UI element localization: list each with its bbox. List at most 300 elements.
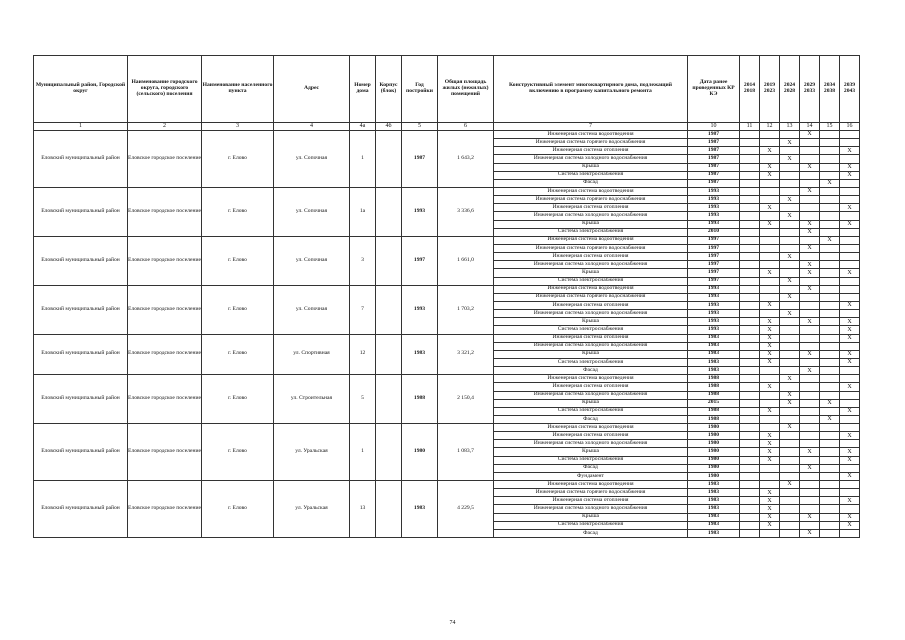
column-number: 15 xyxy=(820,123,840,131)
period-mark-cell xyxy=(780,285,800,293)
period-mark-cell: X xyxy=(760,342,780,350)
period-mark-cell xyxy=(780,497,800,505)
settlement-cell: Еловское городское поселение xyxy=(128,131,202,188)
element-name-cell: Фасад xyxy=(494,529,688,537)
settlement-cell: Еловское городское поселение xyxy=(128,187,202,236)
build-year-cell: 1988 xyxy=(402,375,438,424)
period-mark-cell xyxy=(820,228,840,236)
repair-date-cell: 1988 xyxy=(688,383,740,391)
period-mark-cell: X xyxy=(780,375,800,383)
element-name-cell: Инженерная система холодного водоснабжения xyxy=(494,391,688,399)
period-mark-cell xyxy=(780,367,800,375)
period-mark-cell: X xyxy=(760,269,780,277)
period-mark-cell: X xyxy=(840,163,860,171)
locality-cell: г. Елово xyxy=(202,187,274,236)
period-mark-cell xyxy=(780,204,800,212)
period-mark-cell xyxy=(800,147,820,155)
period-mark-cell: X xyxy=(800,228,820,236)
period-mark-cell xyxy=(820,342,840,350)
element-name-cell: Инженерная система холодного водоснабжения xyxy=(494,155,688,163)
element-name-cell: Крыша xyxy=(494,448,688,456)
street-cell: ул. Уральская xyxy=(274,424,350,481)
element-name-cell: Инженерная система холодного водоснабжения xyxy=(494,505,688,513)
repair-date-cell: 1980 xyxy=(688,448,740,456)
period-mark-cell xyxy=(740,147,760,155)
period-mark-cell xyxy=(820,277,840,285)
period-mark-cell xyxy=(820,358,840,366)
period-mark-cell xyxy=(780,513,800,521)
period-mark-cell: X xyxy=(800,163,820,171)
block-cell xyxy=(376,236,402,285)
period-mark-cell: X xyxy=(780,424,800,432)
column-header: Дата ранее проведенных КР КЭ xyxy=(688,56,740,123)
period-mark-cell xyxy=(820,456,840,464)
period-mark-cell xyxy=(780,521,800,529)
period-mark-cell: X xyxy=(780,139,800,147)
period-mark-cell xyxy=(740,318,760,326)
locality-cell: г. Елово xyxy=(202,375,274,424)
repair-date-cell: 1980 xyxy=(688,432,740,440)
period-mark-cell xyxy=(820,513,840,521)
repair-date-cell: 1983 xyxy=(688,367,740,375)
period-mark-cell xyxy=(780,244,800,252)
period-mark-cell: X xyxy=(840,383,860,391)
period-mark-cell xyxy=(800,204,820,212)
build-year-cell: 1983 xyxy=(402,334,438,375)
period-mark-cell xyxy=(820,253,840,261)
period-mark-cell: X xyxy=(760,432,780,440)
period-mark-cell xyxy=(800,383,820,391)
house-number-cell: 5 xyxy=(350,375,376,424)
period-mark-cell xyxy=(840,139,860,147)
period-mark-cell xyxy=(760,481,780,489)
period-mark-cell xyxy=(740,521,760,529)
period-mark-cell xyxy=(760,228,780,236)
period-mark-cell xyxy=(760,424,780,432)
period-mark-cell xyxy=(740,342,760,350)
column-header: 2039 2043 xyxy=(840,56,860,123)
column-number: 2 xyxy=(128,123,202,131)
period-mark-cell xyxy=(740,489,760,497)
repair-date-cell: 1980 xyxy=(688,440,740,448)
repair-date-cell: 1987 xyxy=(688,163,740,171)
period-mark-cell: X xyxy=(840,350,860,358)
element-name-cell: Инженерная система отопления xyxy=(494,383,688,391)
period-mark-cell xyxy=(760,179,780,187)
period-mark-cell: X xyxy=(780,293,800,301)
period-mark-cell xyxy=(820,326,840,334)
period-mark-cell: X xyxy=(840,407,860,415)
district-cell: Еловский муниципальный район xyxy=(34,236,128,285)
table-body xyxy=(34,131,860,538)
repair-date-cell: 1997 xyxy=(688,277,740,285)
period-mark-cell xyxy=(740,358,760,366)
repair-date-cell: 1983 xyxy=(688,529,740,537)
period-mark-cell: X xyxy=(840,171,860,179)
period-mark-cell: X xyxy=(840,326,860,334)
period-mark-cell: X xyxy=(840,448,860,456)
period-mark-cell xyxy=(740,440,760,448)
period-mark-cell xyxy=(840,399,860,407)
period-mark-cell xyxy=(840,375,860,383)
period-mark-cell xyxy=(820,497,840,505)
period-mark-cell xyxy=(820,171,840,179)
period-mark-cell xyxy=(780,301,800,309)
period-mark-cell xyxy=(760,244,780,252)
period-mark-cell xyxy=(780,171,800,179)
period-mark-cell xyxy=(740,253,760,261)
period-mark-cell xyxy=(740,497,760,505)
build-year-cell: 1997 xyxy=(402,236,438,285)
period-mark-cell xyxy=(800,424,820,432)
repair-date-cell: 1980 xyxy=(688,456,740,464)
settlement-cell: Еловское городское поселение xyxy=(128,375,202,424)
house-number-cell: 1 xyxy=(350,424,376,481)
period-mark-cell xyxy=(740,212,760,220)
period-mark-cell xyxy=(780,440,800,448)
period-mark-cell xyxy=(840,293,860,301)
period-mark-cell xyxy=(780,179,800,187)
period-mark-cell xyxy=(820,187,840,195)
element-name-cell: Инженерная система холодного водоснабжения xyxy=(494,310,688,318)
element-name-cell: Крыша xyxy=(494,513,688,521)
build-year-cell: 1993 xyxy=(402,187,438,236)
house-number-cell: 12 xyxy=(350,334,376,375)
house-number-cell: 13 xyxy=(350,481,376,538)
element-name-cell: Инженерная система холодного водоснабжения xyxy=(494,261,688,269)
element-name-cell: Крыша xyxy=(494,318,688,326)
repair-date-cell: 1988 xyxy=(688,415,740,423)
period-mark-cell xyxy=(780,269,800,277)
element-name-cell: Инженерная система холодного водоснабжения xyxy=(494,212,688,220)
period-mark-cell: X xyxy=(780,155,800,163)
period-mark-cell: X xyxy=(760,301,780,309)
repair-date-cell: 1983 xyxy=(688,521,740,529)
period-mark-cell xyxy=(760,261,780,269)
element-name-cell: Система электроснабжения xyxy=(494,358,688,366)
period-mark-cell xyxy=(800,334,820,342)
column-number: 14 xyxy=(800,123,820,131)
period-mark-cell xyxy=(800,301,820,309)
repair-date-cell: 1997 xyxy=(688,253,740,261)
element-name-cell: Инженерная система отопления xyxy=(494,253,688,261)
element-name-cell: Инженерная система отопления xyxy=(494,147,688,155)
period-mark-cell xyxy=(780,220,800,228)
column-number: 16 xyxy=(840,123,860,131)
period-mark-cell xyxy=(840,253,860,261)
period-mark-cell xyxy=(820,481,840,489)
element-name-cell: Система электроснабжения xyxy=(494,521,688,529)
table-row xyxy=(34,285,860,293)
settlement-cell: Еловское городское поселение xyxy=(128,285,202,334)
street-cell: ул. Спортивная xyxy=(274,334,350,375)
street-cell: ул. Сопочная xyxy=(274,131,350,188)
period-mark-cell: X xyxy=(840,358,860,366)
repair-date-cell: 1987 xyxy=(688,179,740,187)
period-mark-cell xyxy=(800,179,820,187)
build-year-cell: 1987 xyxy=(402,131,438,188)
period-mark-cell xyxy=(820,529,840,537)
element-name-cell: Фундамент xyxy=(494,472,688,480)
period-mark-cell xyxy=(740,415,760,423)
street-cell: ул. Строительная xyxy=(274,375,350,424)
column-number: 13 xyxy=(780,123,800,131)
element-name-cell: Инженерная система водоотведения xyxy=(494,236,688,244)
period-mark-cell: X xyxy=(820,399,840,407)
settlement-cell: Еловское городское поселение xyxy=(128,424,202,481)
period-mark-cell xyxy=(820,334,840,342)
period-mark-cell xyxy=(820,204,840,212)
repair-date-cell: 1997 xyxy=(688,244,740,252)
period-mark-cell: X xyxy=(780,277,800,285)
column-header: Адрес xyxy=(274,56,350,123)
period-mark-cell xyxy=(760,139,780,147)
period-mark-cell xyxy=(840,212,860,220)
page-number: 74 xyxy=(449,620,456,626)
column-number: 4б xyxy=(376,123,402,131)
period-mark-cell xyxy=(760,253,780,261)
element-name-cell: Инженерная система холодного водоснабжения xyxy=(494,440,688,448)
column-number: 4а xyxy=(350,123,376,131)
area-cell: 1 083,7 xyxy=(438,424,494,481)
period-mark-cell xyxy=(740,277,760,285)
block-cell xyxy=(376,285,402,334)
period-mark-cell: X xyxy=(780,310,800,318)
period-mark-cell: X xyxy=(800,244,820,252)
period-mark-cell xyxy=(780,350,800,358)
period-mark-cell: X xyxy=(780,391,800,399)
column-header: Номер дома xyxy=(350,56,376,123)
repair-date-cell: 1993 xyxy=(688,301,740,309)
period-mark-cell xyxy=(740,139,760,147)
period-mark-cell xyxy=(780,489,800,497)
area-cell: 1 643,2 xyxy=(438,131,494,188)
column-header: Год постройки xyxy=(402,56,438,123)
period-mark-cell xyxy=(800,358,820,366)
element-name-cell: Крыша xyxy=(494,220,688,228)
period-mark-cell xyxy=(820,244,840,252)
house-number-cell: 1а xyxy=(350,187,376,236)
period-mark-cell xyxy=(840,244,860,252)
period-mark-cell xyxy=(760,399,780,407)
repair-date-cell: 1987 xyxy=(688,155,740,163)
element-name-cell: Фасад xyxy=(494,367,688,375)
repair-date-cell: 2010 xyxy=(688,228,740,236)
period-mark-cell xyxy=(800,407,820,415)
period-mark-cell xyxy=(760,277,780,285)
element-name-cell: Инженерная система горячего водоснабжения xyxy=(494,293,688,301)
period-mark-cell xyxy=(800,456,820,464)
repair-date-cell: 1988 xyxy=(688,391,740,399)
period-mark-cell xyxy=(820,163,840,171)
district-cell: Еловский муниципальный район xyxy=(34,424,128,481)
period-mark-cell xyxy=(800,375,820,383)
period-mark-cell xyxy=(840,236,860,244)
table-row xyxy=(34,424,860,432)
period-mark-cell xyxy=(780,448,800,456)
period-mark-cell: X xyxy=(800,131,820,139)
period-mark-cell xyxy=(740,131,760,139)
period-mark-cell xyxy=(840,187,860,195)
period-mark-cell xyxy=(780,318,800,326)
period-mark-cell xyxy=(840,464,860,472)
period-mark-cell xyxy=(800,399,820,407)
period-mark-cell xyxy=(820,155,840,163)
period-mark-cell: X xyxy=(840,334,860,342)
column-number: 1 xyxy=(34,123,128,131)
period-mark-cell: X xyxy=(840,513,860,521)
period-mark-cell: X xyxy=(760,521,780,529)
table-row xyxy=(34,236,860,244)
period-mark-cell xyxy=(820,131,840,139)
period-mark-cell xyxy=(740,464,760,472)
period-mark-cell xyxy=(820,367,840,375)
district-cell: Еловский муниципальный район xyxy=(34,187,128,236)
period-mark-cell xyxy=(780,147,800,155)
period-mark-cell xyxy=(780,407,800,415)
column-header: Наименование городского округа, городского (сельского) поселения xyxy=(128,56,202,123)
period-mark-cell xyxy=(740,187,760,195)
period-mark-cell xyxy=(740,171,760,179)
period-mark-cell: X xyxy=(840,147,860,155)
period-mark-cell xyxy=(840,155,860,163)
period-mark-cell xyxy=(740,399,760,407)
period-mark-cell xyxy=(740,261,760,269)
district-cell: Еловский муниципальный район xyxy=(34,481,128,538)
element-name-cell: Инженерная система горячего водоснабжения xyxy=(494,196,688,204)
period-mark-cell xyxy=(740,481,760,489)
repair-date-cell: 1983 xyxy=(688,513,740,521)
build-year-cell: 1980 xyxy=(402,424,438,481)
column-header: Наименование населенного пункта xyxy=(202,56,274,123)
period-mark-cell xyxy=(820,448,840,456)
period-mark-cell xyxy=(800,196,820,204)
period-mark-cell xyxy=(760,212,780,220)
column-header: 2024 2028 xyxy=(780,56,800,123)
period-mark-cell xyxy=(840,228,860,236)
period-mark-cell xyxy=(760,310,780,318)
period-mark-cell: X xyxy=(760,513,780,521)
period-mark-cell xyxy=(800,505,820,513)
period-mark-cell xyxy=(760,131,780,139)
period-mark-cell: X xyxy=(840,497,860,505)
period-mark-cell: X xyxy=(760,204,780,212)
period-mark-cell: X xyxy=(820,415,840,423)
repair-date-cell: 1993 xyxy=(688,187,740,195)
element-name-cell: Инженерная система отопления xyxy=(494,204,688,212)
period-mark-cell: X xyxy=(760,171,780,179)
period-mark-cell: X xyxy=(840,456,860,464)
column-number: 7 xyxy=(494,123,688,131)
period-mark-cell xyxy=(840,424,860,432)
period-mark-cell xyxy=(780,261,800,269)
period-mark-cell: X xyxy=(760,497,780,505)
period-mark-cell xyxy=(780,187,800,195)
period-mark-cell xyxy=(740,334,760,342)
period-mark-cell xyxy=(820,407,840,415)
repair-date-cell: 1993 xyxy=(688,318,740,326)
period-mark-cell xyxy=(820,424,840,432)
repair-date-cell: 1987 xyxy=(688,139,740,147)
element-name-cell: Система электроснабжения xyxy=(494,277,688,285)
element-name-cell: Инженерная система водоотведения xyxy=(494,424,688,432)
column-number: 4 xyxy=(274,123,350,131)
period-mark-cell xyxy=(820,375,840,383)
repair-date-cell: 1983 xyxy=(688,489,740,497)
repair-date-cell: 1983 xyxy=(688,342,740,350)
block-cell xyxy=(376,187,402,236)
period-mark-cell: X xyxy=(760,358,780,366)
street-cell: ул. Сопочная xyxy=(274,187,350,236)
period-mark-cell xyxy=(840,367,860,375)
period-mark-cell xyxy=(740,432,760,440)
period-mark-cell: X xyxy=(840,472,860,480)
block-cell xyxy=(376,334,402,375)
period-mark-cell: X xyxy=(840,301,860,309)
period-mark-cell xyxy=(780,334,800,342)
column-header: Общая площадь жилых (нежилых) помещений xyxy=(438,56,494,123)
period-mark-cell xyxy=(820,432,840,440)
area-cell: 3 321,2 xyxy=(438,334,494,375)
period-mark-cell: X xyxy=(760,350,780,358)
period-mark-cell xyxy=(740,375,760,383)
period-mark-cell xyxy=(800,277,820,285)
period-mark-cell xyxy=(760,236,780,244)
period-mark-cell xyxy=(780,464,800,472)
period-mark-cell xyxy=(740,163,760,171)
period-mark-cell xyxy=(800,310,820,318)
period-mark-cell xyxy=(760,367,780,375)
period-mark-cell xyxy=(780,472,800,480)
column-header: 2019 2023 xyxy=(760,56,780,123)
street-cell: ул. Уральская xyxy=(274,481,350,538)
period-mark-cell xyxy=(800,326,820,334)
period-mark-cell: X xyxy=(800,318,820,326)
period-mark-cell xyxy=(740,367,760,375)
period-mark-cell xyxy=(760,472,780,480)
column-number: 3 xyxy=(202,123,274,131)
period-mark-cell xyxy=(760,293,780,301)
district-cell: Еловский муниципальный район xyxy=(34,131,128,188)
period-mark-cell xyxy=(800,391,820,399)
period-mark-cell: X xyxy=(840,318,860,326)
column-number: 10 xyxy=(688,123,740,131)
element-name-cell: Система электроснабжения xyxy=(494,407,688,415)
period-mark-cell xyxy=(800,415,820,423)
period-mark-cell xyxy=(820,261,840,269)
period-mark-cell xyxy=(760,529,780,537)
period-mark-cell xyxy=(780,358,800,366)
period-mark-cell xyxy=(820,285,840,293)
repair-date-cell: 1983 xyxy=(688,334,740,342)
element-name-cell: Крыша xyxy=(494,399,688,407)
table-row xyxy=(34,375,860,383)
period-mark-cell xyxy=(800,497,820,505)
period-mark-cell xyxy=(840,489,860,497)
period-mark-cell xyxy=(820,489,840,497)
period-mark-cell xyxy=(780,326,800,334)
period-mark-cell: X xyxy=(800,529,820,537)
period-mark-cell xyxy=(800,171,820,179)
period-mark-cell xyxy=(740,448,760,456)
repair-date-cell: 1980 xyxy=(688,464,740,472)
period-mark-cell xyxy=(800,432,820,440)
table-row xyxy=(34,187,860,195)
table-row xyxy=(34,334,860,342)
element-name-cell: Инженерная система горячего водоснабжения xyxy=(494,489,688,497)
element-name-cell: Фасад xyxy=(494,179,688,187)
period-mark-cell xyxy=(820,301,840,309)
